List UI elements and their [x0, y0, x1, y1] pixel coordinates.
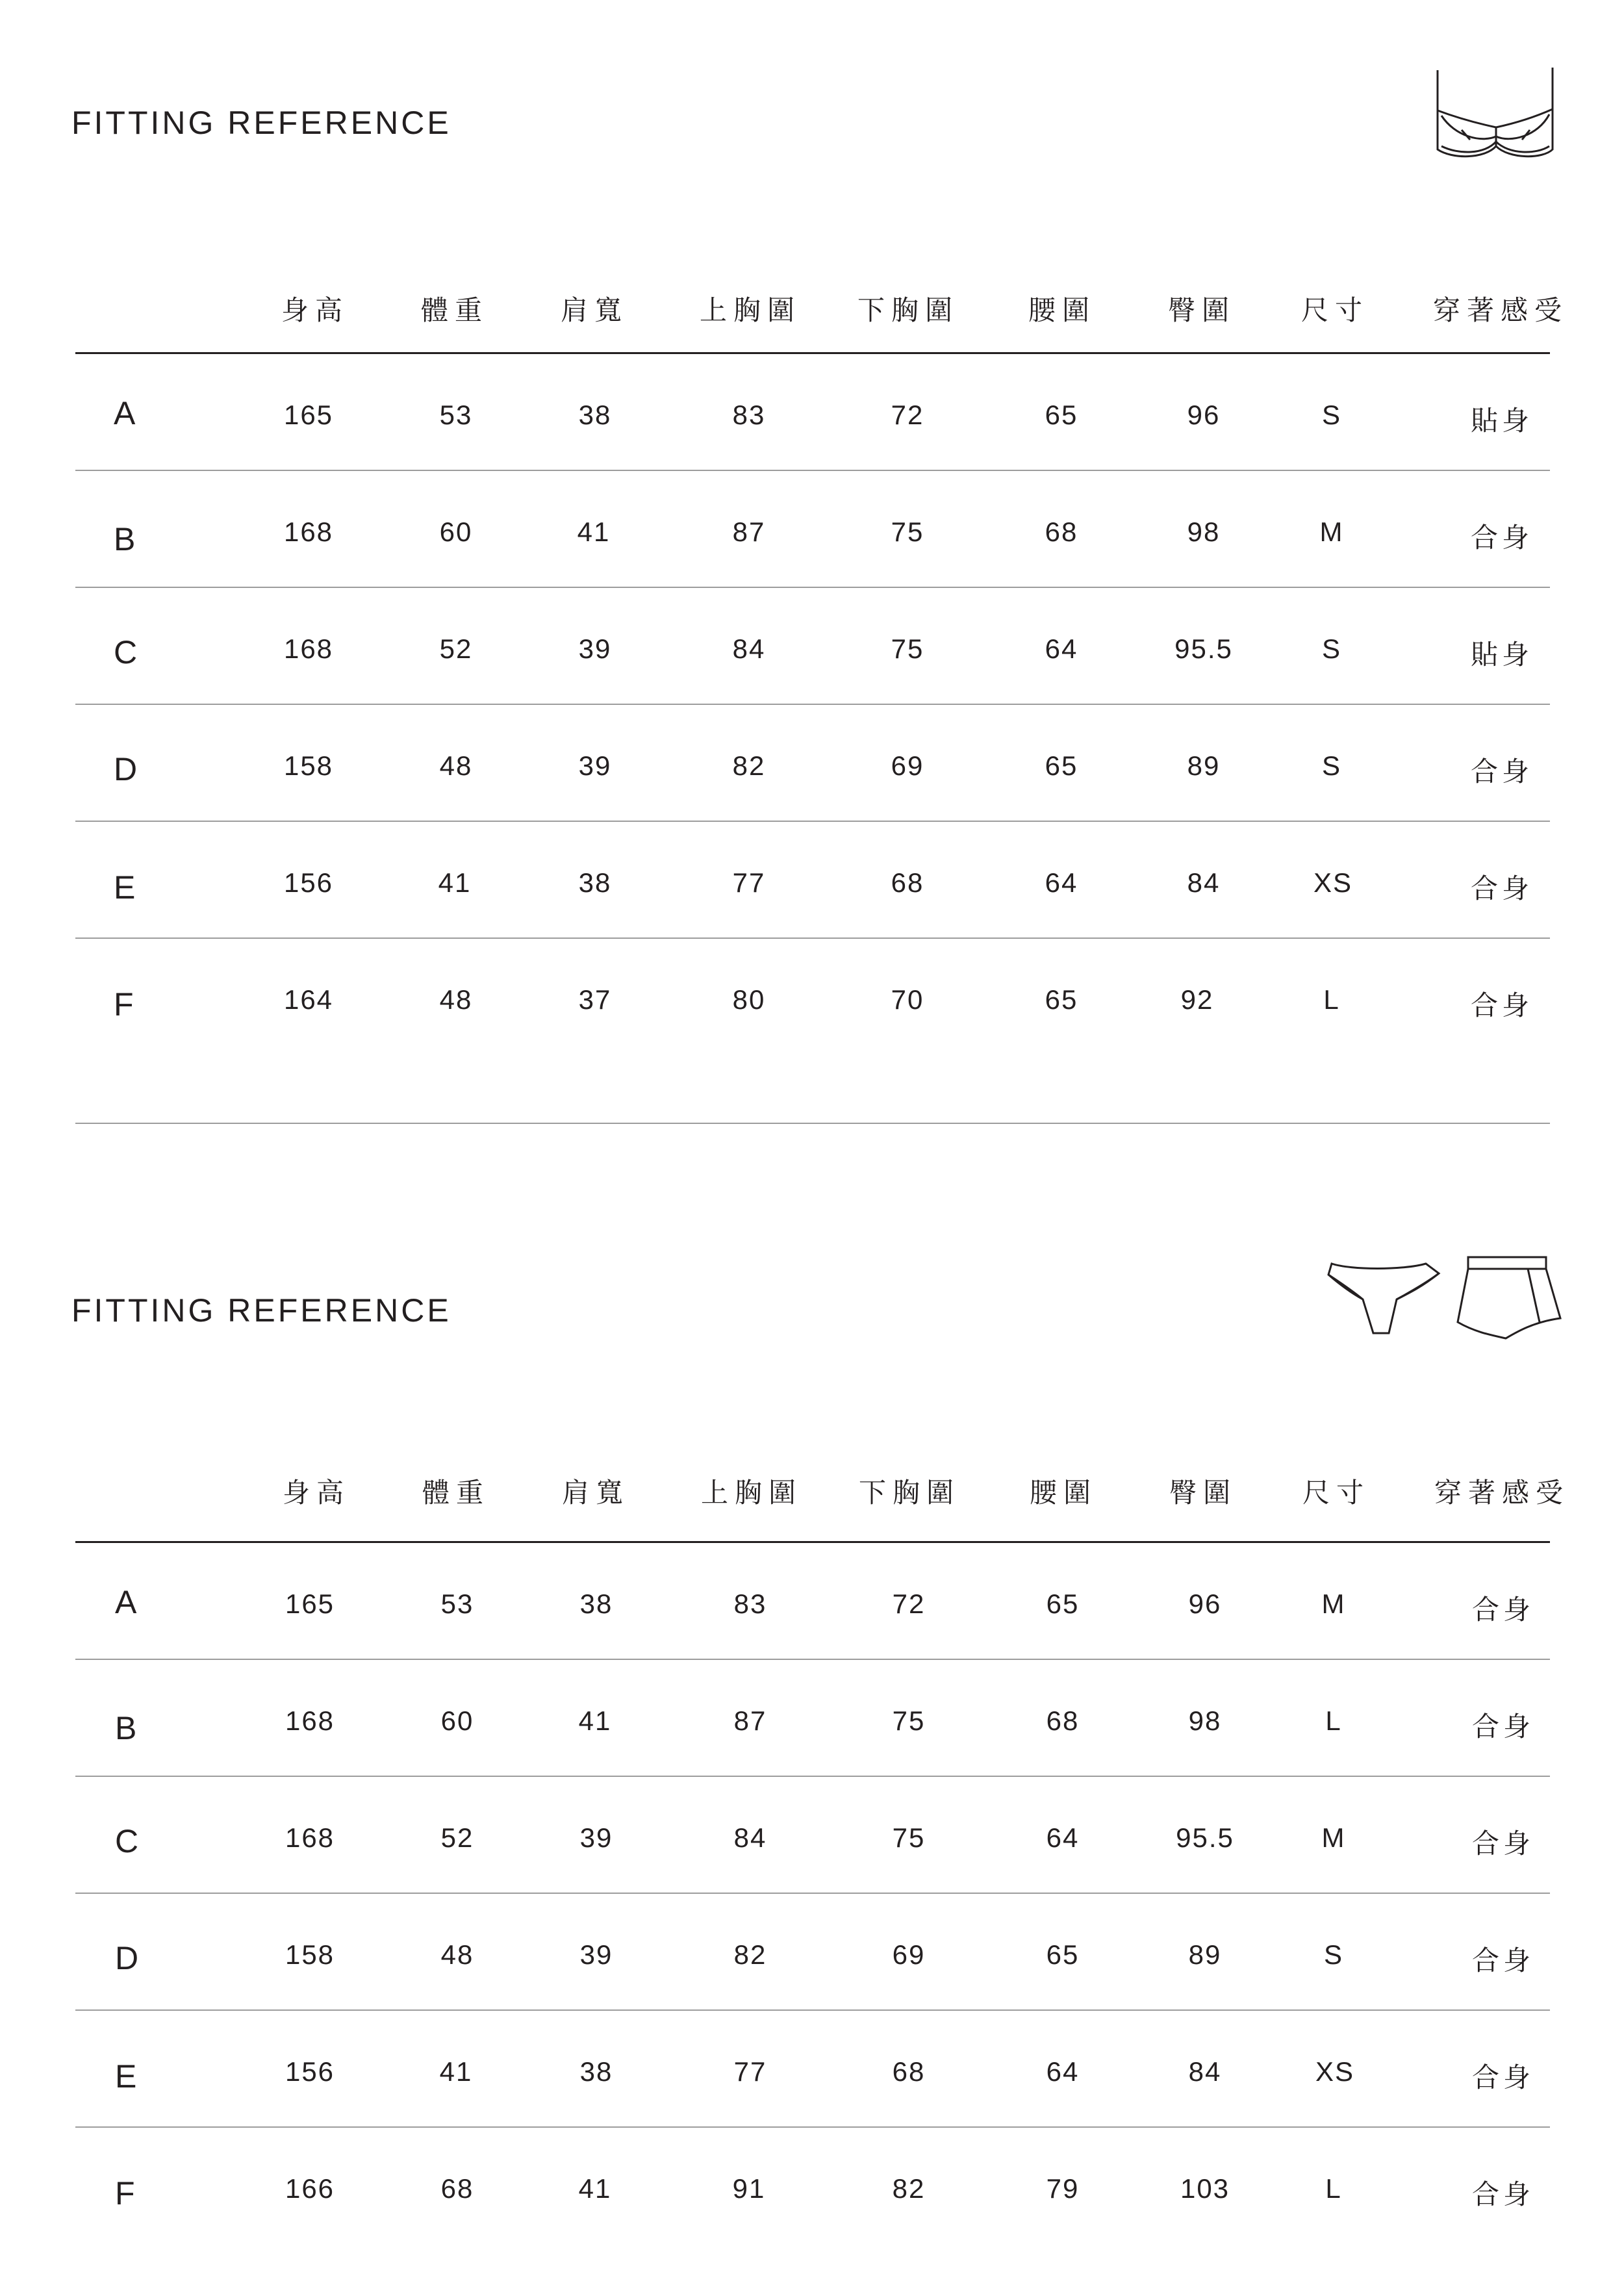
cell-fit-feel: 合身 — [1471, 1828, 1535, 1859]
table-header — [0, 289, 1624, 341]
cell-shoulder: 39 — [579, 1822, 613, 1853]
table-row — [0, 2011, 1624, 2128]
cell-shoulder: 39 — [578, 750, 612, 781]
cell-shoulder: 37 — [578, 984, 612, 1015]
cell-bust: 82 — [733, 1939, 767, 1970]
cell-hip: 89 — [1188, 1939, 1222, 1970]
header-underbust: 下胸圍 — [857, 294, 959, 326]
cell-weight: 52 — [440, 1822, 474, 1853]
row-label: B — [114, 521, 136, 557]
cell-fit-feel: 合身 — [1470, 756, 1534, 787]
cell-fit-feel: 合身 — [1471, 1945, 1535, 1976]
cell-hip: 103 — [1180, 2173, 1230, 2204]
cell-waist: 68 — [1045, 517, 1078, 547]
cell-height: 156 — [283, 867, 334, 898]
header-waist: 腰圍 — [1029, 1477, 1098, 1509]
cell-hip: 92 — [1180, 984, 1214, 1015]
table-header — [0, 1472, 1624, 1524]
cell-height: 168 — [283, 633, 334, 664]
cell-size: S — [1321, 633, 1342, 664]
cell-hip: 96 — [1187, 400, 1221, 430]
cell-shoulder: 38 — [578, 867, 612, 898]
cell-bust: 80 — [732, 984, 766, 1015]
cell-size: XS — [1313, 867, 1353, 898]
header-hip: 臀圍 — [1167, 294, 1236, 326]
cell-weight: 41 — [438, 867, 472, 898]
table-row — [0, 588, 1624, 705]
row-label: E — [115, 2058, 137, 2095]
header-weight: 體重 — [422, 1477, 490, 1509]
cell-bust: 77 — [732, 867, 766, 898]
cell-fit-feel: 合身 — [1471, 1711, 1535, 1742]
header-size: 尺寸 — [1300, 294, 1369, 326]
cell-height: 168 — [285, 1705, 335, 1736]
cell-height: 166 — [285, 2173, 335, 2204]
cell-bust: 91 — [732, 2173, 766, 2204]
cell-height: 165 — [283, 400, 334, 430]
header-hip: 臀圍 — [1169, 1477, 1237, 1509]
row-label: D — [115, 1940, 139, 1976]
cell-hip: 84 — [1188, 2056, 1222, 2087]
row-label: E — [114, 869, 136, 906]
cell-size: XS — [1315, 2056, 1355, 2087]
cell-bust: 87 — [733, 1705, 767, 1736]
header-size: 尺寸 — [1302, 1477, 1371, 1509]
cell-bust: 77 — [733, 2056, 767, 2087]
table-row — [0, 1777, 1624, 1894]
cell-waist: 65 — [1046, 1939, 1080, 1970]
cell-bust: 83 — [732, 400, 766, 430]
header-shoulder: 肩寬 — [561, 1477, 630, 1509]
header-bust: 上胸圍 — [700, 1477, 803, 1509]
cell-weight: 60 — [440, 1705, 474, 1736]
cell-bust: 82 — [732, 750, 766, 781]
cell-weight: 41 — [439, 2056, 473, 2087]
row-label: C — [115, 1823, 139, 1859]
cell-underbust: 72 — [892, 1588, 926, 1619]
cell-weight: 53 — [439, 400, 473, 430]
cell-underbust: 75 — [892, 1822, 926, 1853]
row-label: B — [115, 1710, 137, 1746]
header-shoulder: 肩寬 — [560, 294, 629, 326]
cell-height: 156 — [285, 2056, 335, 2087]
cell-shoulder: 41 — [578, 1705, 612, 1736]
cell-shoulder: 38 — [579, 2056, 613, 2087]
cell-shoulder: 38 — [578, 400, 612, 430]
cell-weight: 48 — [439, 750, 473, 781]
cell-waist: 65 — [1046, 1588, 1080, 1619]
cell-fit-feel: 貼身 — [1470, 639, 1534, 670]
cell-fit-feel: 合身 — [1470, 873, 1534, 904]
cell-underbust: 69 — [891, 750, 924, 781]
cell-waist: 79 — [1046, 2173, 1080, 2204]
cell-waist: 65 — [1045, 750, 1078, 781]
row-label: F — [115, 2175, 135, 2212]
header-waist: 腰圍 — [1028, 294, 1097, 326]
cell-hip: 95.5 — [1174, 633, 1233, 664]
header-fit-feel: 穿著感受 — [1432, 294, 1569, 326]
cell-underbust: 75 — [891, 517, 924, 547]
header-height: 身高 — [281, 294, 349, 326]
cell-shoulder: 39 — [579, 1939, 613, 1970]
cell-underbust: 75 — [892, 1705, 926, 1736]
cell-hip: 96 — [1188, 1588, 1222, 1619]
cell-size: M — [1321, 1588, 1346, 1619]
cell-waist: 68 — [1046, 1705, 1080, 1736]
row-divider — [75, 1123, 1550, 1124]
cell-height: 158 — [285, 1939, 335, 1970]
cell-waist: 64 — [1046, 1822, 1080, 1853]
cell-size: L — [1323, 984, 1340, 1015]
section-title: FITTING REFERENCE — [71, 105, 451, 141]
cell-size: L — [1325, 1705, 1342, 1736]
cell-size: L — [1325, 2173, 1342, 2204]
cell-bust: 84 — [732, 633, 766, 664]
cell-waist: 64 — [1045, 867, 1078, 898]
cell-fit-feel: 合身 — [1471, 2061, 1535, 2093]
cell-shoulder: 38 — [579, 1588, 613, 1619]
cell-waist: 64 — [1046, 2056, 1080, 2087]
cell-size: S — [1321, 750, 1342, 781]
briefs-icon — [1325, 1254, 1442, 1338]
table-row — [0, 2128, 1624, 2245]
bra-icon — [1432, 65, 1562, 169]
row-label: D — [114, 751, 138, 787]
cell-weight: 52 — [439, 633, 473, 664]
cell-weight: 68 — [440, 2173, 474, 2204]
cell-shoulder: 39 — [578, 633, 612, 664]
cell-hip: 98 — [1188, 1705, 1222, 1736]
cell-waist: 65 — [1045, 400, 1078, 430]
cell-shoulder: 41 — [577, 517, 611, 547]
table-row — [0, 822, 1624, 939]
boyshorts-icon — [1455, 1251, 1566, 1342]
row-label: A — [115, 1584, 137, 1620]
table-row — [0, 1543, 1624, 1660]
cell-underbust: 75 — [891, 633, 924, 664]
cell-underbust: 68 — [892, 2056, 926, 2087]
cell-fit-feel: 合身 — [1471, 1594, 1535, 1626]
cell-height: 158 — [283, 750, 334, 781]
section-title: FITTING REFERENCE — [71, 1292, 451, 1329]
cell-weight: 48 — [439, 984, 473, 1015]
cell-hip: 98 — [1187, 517, 1221, 547]
cell-bust: 87 — [732, 517, 766, 547]
table-row — [0, 939, 1624, 1124]
cell-size: M — [1319, 517, 1344, 547]
cell-underbust: 68 — [891, 867, 924, 898]
row-label: A — [114, 395, 136, 431]
cell-weight: 53 — [440, 1588, 474, 1619]
cell-height: 168 — [285, 1822, 335, 1853]
cell-fit-feel: 合身 — [1470, 522, 1534, 554]
row-label: C — [114, 634, 138, 670]
header-fit-feel: 穿著感受 — [1434, 1477, 1570, 1509]
table-row — [0, 471, 1624, 588]
cell-height: 164 — [283, 984, 334, 1015]
table-row — [0, 1894, 1624, 2011]
header-weight: 體重 — [420, 294, 489, 326]
header-height: 身高 — [282, 1477, 351, 1509]
cell-hip: 95.5 — [1176, 1822, 1234, 1853]
table-row — [0, 1660, 1624, 1777]
cell-fit-feel: 合身 — [1470, 989, 1534, 1021]
cell-weight: 48 — [440, 1939, 474, 1970]
cell-fit-feel: 貼身 — [1470, 405, 1534, 437]
table-row — [0, 705, 1624, 822]
cell-underbust: 70 — [891, 984, 924, 1015]
cell-underbust: 82 — [892, 2173, 926, 2204]
cell-waist: 64 — [1045, 633, 1078, 664]
cell-bust: 84 — [733, 1822, 767, 1853]
cell-size: M — [1321, 1822, 1346, 1853]
cell-waist: 65 — [1045, 984, 1078, 1015]
cell-size: S — [1323, 1939, 1344, 1970]
cell-shoulder: 41 — [578, 2173, 612, 2204]
cell-underbust: 69 — [892, 1939, 926, 1970]
cell-bust: 83 — [733, 1588, 767, 1619]
cell-hip: 84 — [1187, 867, 1221, 898]
table-row — [0, 354, 1624, 471]
cell-height: 168 — [283, 517, 334, 547]
cell-height: 165 — [285, 1588, 335, 1619]
header-bust: 上胸圍 — [699, 294, 802, 326]
cell-hip: 89 — [1187, 750, 1221, 781]
cell-weight: 60 — [439, 517, 473, 547]
cell-fit-feel: 合身 — [1471, 2178, 1535, 2210]
header-underbust: 下胸圍 — [858, 1477, 961, 1509]
cell-underbust: 72 — [891, 400, 924, 430]
row-label: F — [114, 986, 134, 1023]
cell-size: S — [1321, 400, 1342, 430]
